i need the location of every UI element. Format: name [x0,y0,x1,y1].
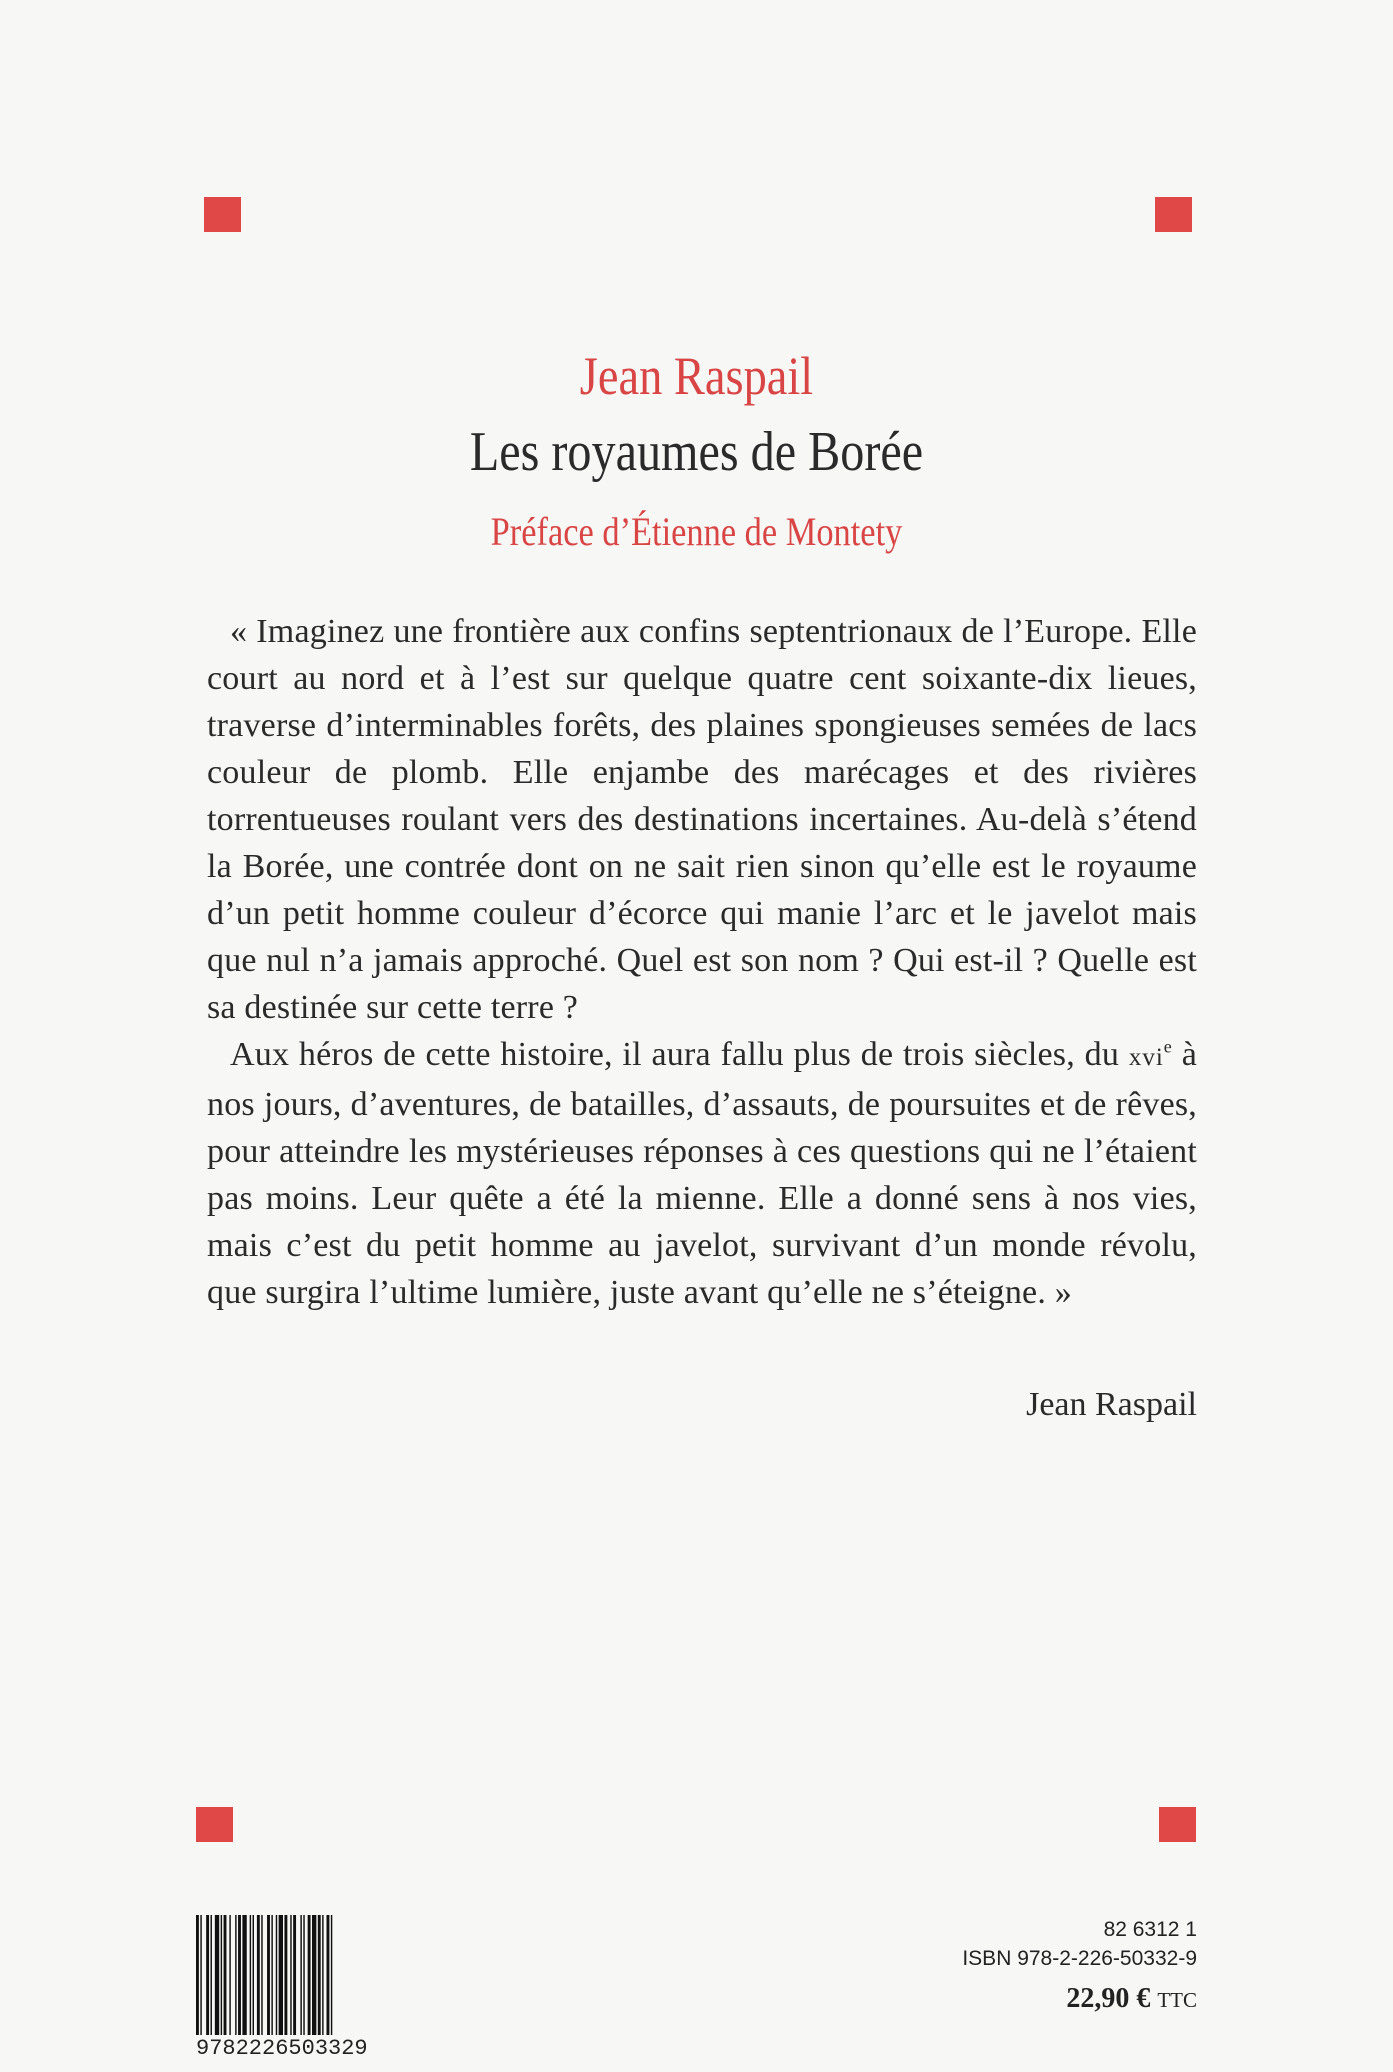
blurb-paragraph-1: « Imaginez une frontière aux confins septentrionaux de l’Europe. Elle court au nord et à l’est sur quelque quatre cent soixante-dix lieues, traverse d’interminables forêts, des plaines spongieuses semées de lacs couleur de plomb. Elle enjambe des marécages et des rivières torrentueuses roulant vers des destinations incertaines. Au-delà s’étend la Borée, une contrée dont on ne sait rien sinon qu’elle est le royaume d’un petit homme couleur d’écorce qui manie l’arc et le javelot mais que nul n’a jamais approché. Quel est son nom ? Qui est-il ? Quelle est sa destinée sur cette terre ? [207,613,1197,1026]
barcode-bar [293,1915,296,2035]
decorative-square-bottom-left [196,1807,233,1842]
blurb-paragraph-2-end: à nos jours, d’aventures, de batailles, d’assauts, de poursuites et de rêves, pour atteindre les mystérieuses réponses à ces questions qui ne l’étaient pas moins. Leur quête a été la mienne. Elle a donné sens à nos vies, mais c’est du petit homme au javelot, survivant d’un monde révolu, que surgira l’ultime lumière, juste avant qu’elle ne s’éteigne. » [207,1036,1198,1311]
barcode-bar [242,1915,246,2035]
blurb-paragraph-2 [207,1031,1197,1316]
barcode-bar [229,1915,230,2035]
decorative-square-top-right [1155,197,1192,232]
century-superscript: e [1163,1036,1172,1057]
publisher-code: 82 6312 1 [1103,1918,1197,1941]
blurb-signature: Jean Raspail [1026,1386,1197,1423]
barcode-bar [250,1915,251,2035]
barcode-bar [279,1915,283,2035]
barcode-bar [224,1915,227,2035]
barcode-bar [267,1915,270,2035]
price-value: 22,90 € [1066,1983,1151,2014]
barcode-bar [284,1915,287,2035]
barcode-bar [312,1915,316,2035]
barcode-bar [271,1915,272,2035]
blurb-text [207,608,1197,1316]
publisher-info [962,1915,1197,2020]
barcode-bar [206,1915,209,2035]
barcode-bar [327,1915,330,2035]
barcode-bar [322,1915,323,2035]
barcode-bar [276,1915,277,2035]
barcode-bar [300,1915,301,2035]
barcode-bar [238,1915,241,2035]
century-numeral: xvi [1128,1044,1164,1071]
barcode-bar [211,1915,212,2035]
preface-credit: Préface d’Étienne de Montety [490,509,903,554]
decorative-square-top-left [204,197,241,232]
barcode-bar [303,1915,304,2035]
barcode-bar [331,1915,332,2035]
barcode-bar [308,1915,311,2035]
book-title: Les royaumes de Borée [469,421,924,483]
barcode-digits: 9782226503329 [196,2036,368,2061]
barcode-bar [200,1915,201,2035]
barcode-icon [196,1915,436,2035]
isbn: ISBN 978-2-226-50332-9 [962,1947,1197,1970]
barcode-bar [261,1915,262,2035]
barcode-bar [318,1915,321,2035]
decorative-square-bottom-right [1159,1807,1196,1842]
barcode-bar [290,1915,291,2035]
price [962,1979,1197,2020]
barcode-bar [253,1915,254,2035]
tax-label: TTC [1157,1988,1197,2012]
author-name: Jean Raspail [579,346,814,406]
barcode-bar [221,1915,222,2035]
barcode-bar [215,1915,219,2035]
blurb-paragraph-2-start: Aux héros de cette histoire, il aura fallu plus de trois siècles, du [230,1036,1120,1073]
barcode-bar [235,1915,236,2035]
barcode-bar [257,1915,260,2035]
barcode-bar [196,1915,199,2035]
